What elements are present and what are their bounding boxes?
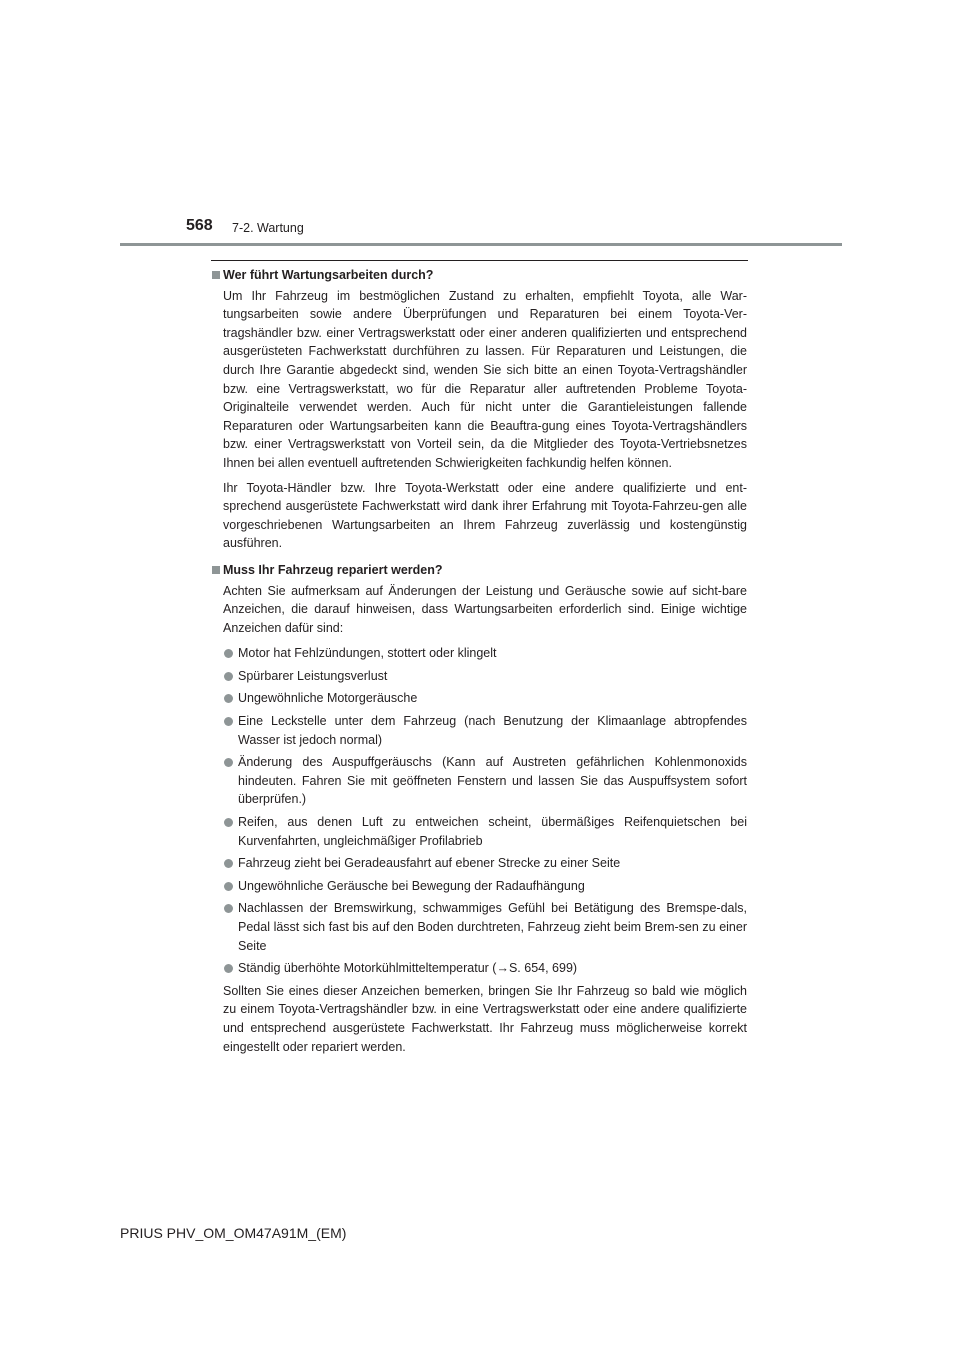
- content-top-divider: [211, 260, 748, 261]
- list-item-text: Motor hat Fehlzündungen, stottert oder klingelt: [238, 646, 497, 661]
- square-bullet-icon: [212, 566, 220, 574]
- square-bullet-icon: [212, 271, 220, 279]
- list-item: [211, 644, 747, 663]
- list-item-text: Fahrzeug zieht bei Geradeausfahrt auf ebener Strecke zu einer Seite: [238, 856, 621, 871]
- page-number: 568: [186, 217, 213, 234]
- header-divider: [120, 243, 842, 246]
- section-heading-text: Wer führt Wartungsarbeiten durch?: [223, 268, 434, 282]
- paragraph-closing: Sollten Sie eines dieser Anzeichen bemerken, bringen Sie Ihr Fahrzeug so bald wie möglich zu einem Toyota-Vertragshändler bzw. in eine Vertragswerkstatt oder eine andere qualifizierte und entsprechend ausgerüstete Fachwerkstatt. Ihr Fahrzeug muss möglicherweise korrekt eingestellt oder repariert werden.: [223, 983, 747, 1054]
- round-bullet-icon: [224, 649, 233, 658]
- round-bullet-icon: [224, 882, 233, 891]
- section-heading-maintenance: [211, 266, 747, 285]
- round-bullet-icon: [224, 964, 233, 973]
- list-item-text: Nachlassen der Bremswirkung, schwammiges Gefühl bei Betätigung des Bremspe-dals, Pedal lässt sich fast bis auf den Boden durchtreten, Fahrzeug zieht beim Brem-sen zu einer Seite: [238, 901, 747, 953]
- list-item: [211, 712, 747, 749]
- list-item: [211, 899, 747, 955]
- list-item-text: Eine Leckstelle unter dem Fahrzeug (nach Benutzung der Klimaanlage abtropfendes Wasser ist jedoch normal): [238, 714, 747, 747]
- list-item-text: Änderung des Auspuffgeräuschs (Kann auf Austreten gefährlichen Kohlenmonoxids hindeuten. Fahren Sie mit geöffneten Fenstern und lassen Sie das Auspuffsystem sofort überprüfen.): [238, 755, 747, 807]
- round-bullet-icon: [224, 694, 233, 703]
- list-item: [211, 877, 747, 896]
- list-item: [211, 813, 747, 850]
- list-item: [211, 689, 747, 708]
- round-bullet-icon: [224, 717, 233, 726]
- list-item-text: Ungewöhnliche Geräusche bei Bewegung der Radaufhängung: [238, 878, 585, 893]
- round-bullet-icon: [224, 859, 233, 868]
- paragraph: Um Ihr Fahrzeug im bestmöglichen Zustand zu erhalten, empfiehlt Toyota, alle War-tungsarbeiten sowie andere Überprüfungen und Reparaturen bei einem Toyota-Ver-tragshändler bzw. einer Vertragswerkstatt oder einer anderen qualifizierten und entsprechend ausgerüsteten Fachwerkstatt durchführen zu lassen. Für Reparaturen und Leistungen, die durch Ihre Garantie abgedeckt sind, wenden Sie sich bitte an einen Toyota-Vertragshändler bzw. eine Vertragswerkstatt, wo für die Reparatur aller auftretenden Probleme Toyota-Originalteile verwendet werden. Auch für nicht unter die Garantieleistungen fallende Reparaturen oder Wartungsarbeiten kann die Beauftra-gung eines Toyota-Vertragshändlers bzw. einer Vertragswerkstatt von Vorteil sein, da die Mitglieder des Toyota-Vertriebsnetzes Ihnen bei allen eventuell auftretenden Schwierigkeiten fachkundig helfen können.: [223, 288, 747, 470]
- list-item-text: Spürbarer Leistungsverlust: [238, 668, 388, 683]
- list-item-text: Ungewöhnliche Motorgeräusche: [238, 691, 418, 706]
- list-item: [211, 753, 747, 809]
- paragraph-intro: Achten Sie aufmerksam auf Änderungen der Leistung und Geräusche sowie auf sicht-bare Anzeichen, die darauf hinweisen, dass Wartungsarbeiten erforderlich sind. Einige wichtige Anzeichen dafür sind:: [223, 583, 747, 635]
- list-item-text: Ständig überhöhte Motorkühlmitteltemperatur (→S. 654, 699): [238, 961, 578, 976]
- list-item: [211, 854, 747, 873]
- round-bullet-icon: [224, 758, 233, 767]
- list-item-text: Reifen, aus denen Luft zu entweichen scheint, übermäßiges Reifenquietschen bei Kurvenfahrten, ungleichmäßiger Profilabrieb: [238, 815, 747, 848]
- round-bullet-icon: [224, 818, 233, 827]
- section-heading-text: Muss Ihr Fahrzeug repariert werden?: [223, 562, 443, 577]
- round-bullet-icon: [224, 904, 233, 913]
- page-content: [211, 266, 747, 1062]
- section-heading-repair: [211, 561, 747, 580]
- paragraph: Ihr Toyota-Händler bzw. Ihre Toyota-Werkstatt oder eine andere qualifizierte und ent-sprechend ausgerüstete Fachwerkstatt wird dank ihrer Erfahrung mit Toyota-Fahrzeu-gen alle vorgeschriebenen Wartungsarbeiten an Ihrem Fahrzeug zuverlässig und kostengünstig ausführen.: [223, 480, 747, 551]
- list-item: [211, 667, 747, 686]
- section-title: 7-2. Wartung: [232, 221, 304, 235]
- list-item: [211, 959, 747, 978]
- document-code: PRIUS PHV_OM_OM47A91M_(EM): [120, 1225, 347, 1241]
- round-bullet-icon: [224, 672, 233, 681]
- warning-signs-list: [211, 644, 747, 978]
